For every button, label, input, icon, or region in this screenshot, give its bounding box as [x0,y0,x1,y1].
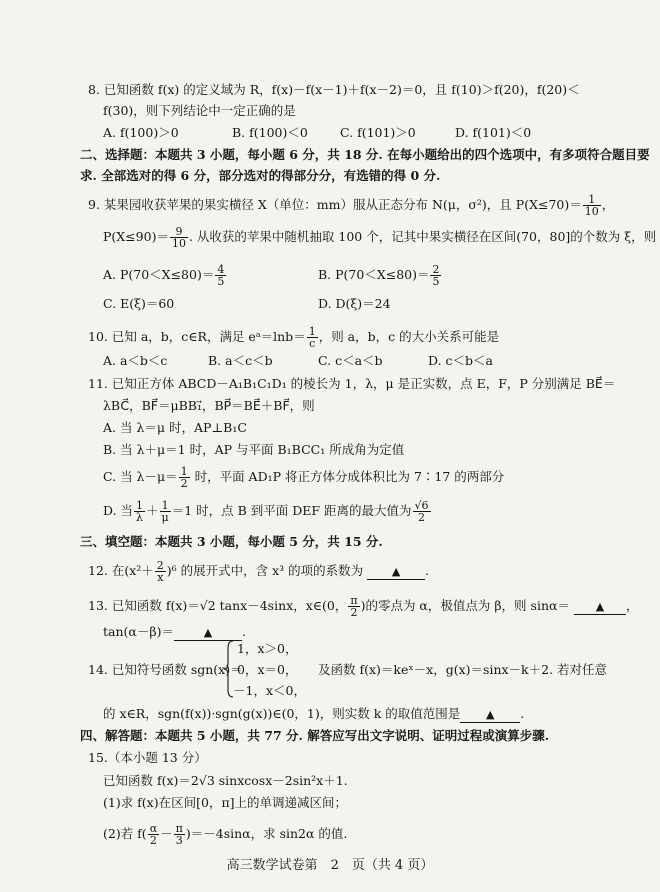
section4-heading: 四、解答题：本题共 5 小题，共 77 分. 解答应写出文字说明、证明过程或演算步骤. [80,728,550,743]
q8-option-c: C. f(101)＞0 [340,125,416,140]
q9-option-b [318,264,442,287]
q15-fraction-2-num: π [175,822,183,835]
q10-option-c: C. c＜a＜b [318,353,383,368]
q14-blank-marker: ▲ [486,708,495,721]
q11-option-c [103,466,504,489]
q12-answer-blank [367,564,425,580]
q9-fraction-1-den: 10 [584,205,599,218]
q12-stem [88,560,429,583]
page-footer: 高三数学试卷第 2 页（共 4 页） [226,858,434,873]
q9-text-c: . 从收获的苹果中随机抽取 100 个，记其中果实横径在区间(70，80]的个数为 ξ，则 [188,229,657,244]
q11-option-c-num: 1 [180,465,188,478]
q9-option-b-text: B. P(70＜X≤80)＝ [318,267,430,282]
q11-option-d-plus: ＋ [146,503,159,518]
q8-stem-line1: 8. 已知函数 f(x) 的定义域为 R，f(x)－f(x－1)＋f(x－2)＝0，且 f(10)＞f(20)，f(20)＜ [88,82,580,97]
q15-given: 已知函数 f(x)＝2√3 sinxcosx－2sin²x＋1. [103,773,348,788]
q15-part-2-text-b: )＝－4sinα，求 sin2α 的值. [185,826,348,841]
q14-stem-c [103,706,524,723]
q15-part-2 [103,823,347,846]
q14-case-positive: 1，x＞0， [237,641,298,656]
q15-fraction-1 [148,823,159,846]
q11-option-d-text2: ＝1 时，点 B 到平面 DEF 距离的最大值为 [171,503,412,518]
q10-option-a: A. a＜b＜c [103,353,168,368]
q12-text-a: 12. 在(x²＋ [88,563,154,578]
q11-option-d-den2: μ [161,511,169,524]
q11-option-b: B. 当 λ＋μ＝1 时，AP 与平面 B₁BCC₁ 所成角为定值 [103,442,405,457]
q8-stem-line2: f(30)，则下列结论中一定正确的是 [103,103,296,118]
q15-part-1: (1)求 f(x)在区间[0，π]上的单调递减区间； [103,795,348,810]
q11-option-c-den: 2 [180,477,188,490]
q12-end: . [425,563,430,578]
q9-option-a-fraction [215,264,226,287]
q9-fraction-1-num: 1 [583,194,601,206]
q10-option-d: D. c＜b＜a [428,353,493,368]
q11-option-d-fraction-2 [160,500,171,523]
q14-case-negative: －1，x＜0， [233,683,306,698]
q10-fraction-num: 1 [308,325,316,338]
q8-option-b: B. f(100)＜0 [232,125,308,140]
q11-stem-line2: λBC⃗，BF⃗＝μBB₁⃗，BP⃗＝BE⃗＋BF⃗，则 [103,398,315,413]
q15-fraction-2-den: 3 [175,834,183,847]
section2-heading-line1: 二、选择题：本题共 3 小题，每小题 6 分，共 18 分. 在每小题给出的四个选项中，有多项符合题目要 [80,147,650,162]
q11-option-d-text1: D. 当 [103,503,134,518]
q10-text-a: 10. 已知 a，b，c∈R，满足 eᵃ＝lnb＝ [88,329,306,344]
q10-text-b: ，则 a，b，c 的大小关系可能是 [318,329,500,344]
q9-option-a-den: 5 [217,275,225,288]
q15-fraction-1-den: 2 [149,834,157,847]
q9-fraction-2 [170,226,188,249]
q13-comma: ， [625,598,639,613]
q12-blank-marker: ▲ [391,565,401,578]
q10-fraction [307,326,318,349]
q13-stem-line1 [88,595,638,618]
q11-option-d-den3: 2 [418,511,426,524]
q13-text-b: )的零点为 α，极值点为 β，则 sinα＝ [360,598,570,613]
q11-option-c-fraction [179,466,190,489]
q10-option-b: B. a＜c＜b [208,353,273,368]
q14-case-zero: 0，x＝0， [237,662,298,677]
section3-heading: 三、填空题：本题共 3 小题，每小题 5 分，共 15 分. [80,534,383,549]
q9-stem-line2 [103,226,656,249]
q11-option-d-num1: 1 [136,499,144,512]
q9-option-d: D. D(ξ)＝24 [318,296,391,311]
q15-minus: － [160,826,173,841]
q12-text-b: )⁶ 的展开式中，含 x³ 的项的系数为 [166,563,364,578]
q13-fraction-den: 2 [350,606,358,619]
q13-fraction-num: π [350,594,358,607]
q12-fraction-den: x [157,571,164,584]
q14-end: . [520,706,525,721]
q13-text-a: 13. 已知函数 f(x)＝√2 tanx－4sinx，x∈(0， [88,598,348,613]
q15-fraction-1-num: α [149,822,158,835]
q11-stem-line1: 11. 已知正方体 ABCD－A₁B₁C₁D₁ 的棱长为 1，λ，μ 是正实数，点 E，F，P 分别满足 BE⃗＝ [88,376,616,391]
q9-option-a-text: A. P(70＜X≤80)＝ [103,267,215,282]
q13-end: . [241,624,246,639]
q9-option-c: C. E(ξ)＝60 [103,296,175,311]
q9-option-b-fraction [430,264,441,287]
q14-answer-blank [460,707,520,723]
q14-text-c: 的 x∈R，sgn(f(x))·sgn(g(x))∈(0，1)，则实数 k 的取值范围是 [103,706,461,721]
q9-fraction-2-num: 9 [170,226,188,238]
q11-option-d-den1: λ [136,511,144,524]
q9-text-b: P(X≤90)＝ [103,229,169,244]
q11-option-d-num2: 1 [160,500,171,512]
q8-option-a: A. f(100)＞0 [103,125,179,140]
q11-option-d-num3: √6 [414,499,429,512]
q13-answer-blank-1 [574,599,626,615]
q9-stem-line1 [88,194,614,217]
q13-fraction [348,595,359,618]
q12-fraction-num: 2 [156,559,164,572]
q13-blank-marker-2: ▲ [203,626,213,639]
q11-option-d-fraction-3 [413,500,431,523]
q11-option-d [103,500,432,523]
q13-answer-blank-2 [174,625,242,641]
q9-fraction-1 [583,194,601,217]
q9-option-a [103,264,227,287]
q9-text-a: 9. 某果园收获苹果的果实横径 X（单位：mm）服从正态分布 N(μ，σ²)，且 P(X≤70)＝ [88,197,582,212]
q9-option-a-num: 4 [217,263,225,276]
q9-option-b-den: 5 [432,275,440,288]
q9-option-b-num: 2 [432,263,440,276]
q13-stem-line2 [103,624,246,641]
q11-option-c-text1: C. 当 λ－μ＝ [103,469,178,484]
q10-fraction-den: c [309,337,316,350]
q14-stem-a: 14. 已知符号函数 sgn(x)＝ [88,662,243,677]
q9-comma: ， [601,197,615,212]
q10-stem [88,326,499,349]
q9-fraction-2-den: 10 [171,237,186,250]
q11-option-a: A. 当 λ＝μ 时，AP⊥B₁C [103,420,247,435]
q13-text-d: tan(α－β)＝ [103,624,174,639]
q15-part-2-text-a: (2)若 f( [103,826,147,841]
q15-title: 15.（本小题 13 分） [88,750,207,765]
q12-fraction [155,560,166,583]
q15-fraction-2 [174,823,185,846]
q8-option-d: D. f(101)＜0 [455,125,532,140]
q11-option-d-fraction-1 [134,500,145,523]
section2-heading-line2: 求. 全部选对的得 6 分，部分选对的得部分分，有选错的得 0 分. [80,168,441,183]
q14-stem-b: 及函数 f(x)＝keˣ－x，g(x)＝sinx－k＋2. 若对任意 [318,662,608,677]
q13-blank-marker-1: ▲ [595,600,605,613]
q11-option-c-text2: 时，平面 AD₁P 将正方体分成体积比为 7∶17 的两部分 [190,469,505,484]
